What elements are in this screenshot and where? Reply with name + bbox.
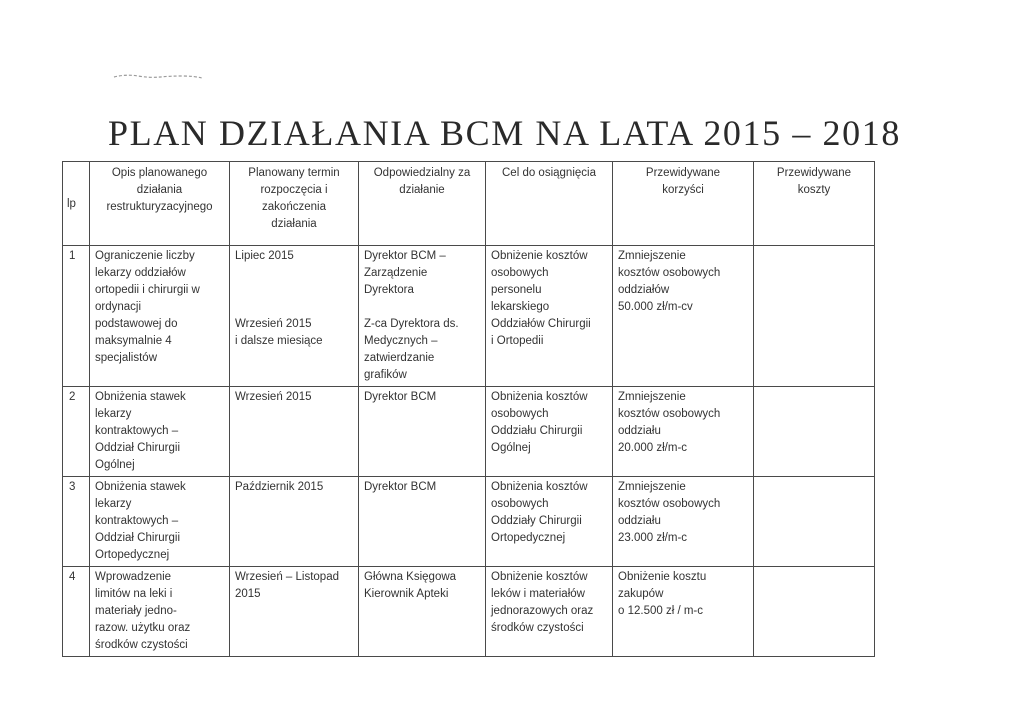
cell-line: Obniżenie kosztów xyxy=(491,571,588,583)
cell-line: materiały jedno- xyxy=(95,605,177,617)
header-opis-line: Opis planowanego xyxy=(111,167,208,179)
cell-odpowiedzialny xyxy=(359,246,486,387)
cell-line: ordynacji xyxy=(95,301,142,313)
cell-termin xyxy=(230,246,359,387)
cell-line: kontraktowych – xyxy=(95,515,179,527)
table-row xyxy=(63,567,875,657)
cell-lp: 2 xyxy=(63,387,90,477)
cell-line: osobowych xyxy=(491,267,549,279)
cell-line: środków czystości xyxy=(491,622,584,634)
cell-line: 23.000 zł/m-c xyxy=(618,532,688,544)
cell-line: personelu xyxy=(491,284,542,296)
header-cel xyxy=(486,162,613,246)
cell-line: Wrzesień 2015 xyxy=(235,391,312,403)
header-termin xyxy=(230,162,359,246)
cell-line: limitów na leki i xyxy=(95,588,173,600)
cell-line: lekarzy oddziałów xyxy=(95,267,186,279)
cell-opis xyxy=(90,246,230,387)
cell-line: kosztów osobowych xyxy=(618,267,721,279)
header-opis xyxy=(90,162,230,246)
cell-line: 20.000 zł/m-c xyxy=(618,442,688,454)
cell-line: Dyrektora xyxy=(364,284,414,296)
cell-line: osobowych xyxy=(491,408,549,420)
header-koszty xyxy=(754,162,875,246)
cell-line: i dalsze miesiące xyxy=(235,335,323,347)
document-title: PLAN DZIAŁANIA BCM NA LATA 2015 – 2018 xyxy=(108,113,901,153)
cell-line: oddziału xyxy=(618,515,661,527)
cell-termin xyxy=(230,387,359,477)
cell-line: Ogólnej xyxy=(95,459,135,471)
cell-line: Główna Księgowa xyxy=(364,571,457,583)
header-lp: lp xyxy=(63,162,90,246)
cell-line: leków i materiałów xyxy=(491,588,585,600)
header-termin-line: rozpoczęcia i xyxy=(260,184,328,196)
cell-opis xyxy=(90,387,230,477)
cell-line: Z-ca Dyrektora ds. xyxy=(364,318,459,330)
cell-line: 2015 xyxy=(235,588,261,600)
cell-koszty xyxy=(754,387,875,477)
cell-cel xyxy=(486,387,613,477)
cell-lp: 1 xyxy=(63,246,90,387)
cell-line: Wrzesień – Listopad xyxy=(235,571,339,583)
cell-line: Medycznych – xyxy=(364,335,438,347)
cell-line: Ogólnej xyxy=(491,442,531,454)
cell-line: Obniżenia stawek xyxy=(95,391,186,403)
header-opis-line: działania xyxy=(136,184,183,196)
cell-line: specjalistów xyxy=(95,352,157,364)
cell-line: Dyrektor BCM xyxy=(364,481,437,493)
header-koszty-line: koszty xyxy=(797,184,831,196)
cell-line: oddziału xyxy=(618,425,661,437)
cell-line: Oddziałów Chirurgii xyxy=(491,318,591,330)
cell-line: Ograniczenie liczby xyxy=(95,250,195,262)
cell-koszty xyxy=(754,477,875,567)
cell-line: Oddziały Chirurgii xyxy=(491,515,582,527)
cell-line: Zmniejszenie xyxy=(618,391,686,403)
cell-opis xyxy=(90,567,230,657)
table-row xyxy=(63,387,875,477)
header-cel-line: Cel do osiągnięcia xyxy=(502,167,596,179)
cell-line: o 12.500 zł / m-c xyxy=(618,605,704,617)
cell-line: zakupów xyxy=(618,588,664,600)
cell-lp: 3 xyxy=(63,477,90,567)
cell-odpowiedzialny xyxy=(359,477,486,567)
cell-line: Zmniejszenie xyxy=(618,250,686,262)
header-korzysci xyxy=(613,162,754,246)
cell-cel xyxy=(486,246,613,387)
table-row xyxy=(63,246,875,387)
cell-opis xyxy=(90,477,230,567)
header-termin-line: działania xyxy=(271,218,317,230)
cell-line: razow. użytku oraz xyxy=(95,622,191,634)
cell-cel xyxy=(486,567,613,657)
cell-line: Obniżenia kosztów xyxy=(491,391,588,403)
cell-line: Wprowadzenie xyxy=(95,571,172,583)
cell-line: Zarządzenie xyxy=(364,267,428,279)
cell-line: kosztów osobowych xyxy=(618,498,721,510)
cell-line: Dyrektor BCM – xyxy=(364,250,446,262)
cell-korzysci xyxy=(613,567,754,657)
header-opis-line: restrukturyzacyjnego xyxy=(106,201,213,213)
cell-line: zatwierdzanie xyxy=(364,352,435,364)
header-korzysci-line: Przewidywane xyxy=(645,167,721,179)
cell-odpowiedzialny xyxy=(359,567,486,657)
cell-line: Obniżenia stawek xyxy=(95,481,186,493)
cell-line: Kierownik Apteki xyxy=(364,588,449,600)
cell-termin xyxy=(230,567,359,657)
table-row xyxy=(63,477,875,567)
header-koszty-line: Przewidywane xyxy=(776,167,852,179)
cell-line: 50.000 zł/m-cv xyxy=(618,301,693,313)
cell-korzysci xyxy=(613,246,754,387)
cell-line: lekarzy xyxy=(95,498,132,510)
cell-line: Ortopedycznej xyxy=(491,532,566,544)
cell-line: Dyrektor BCM xyxy=(364,391,437,403)
cell-line: i Ortopedii xyxy=(491,335,544,347)
header-termin-line: Planowany termin xyxy=(248,167,340,179)
header-row xyxy=(63,162,875,246)
cell-korzysci xyxy=(613,387,754,477)
cell-line: jednorazowych oraz xyxy=(491,605,594,617)
cell-line: lekarzy xyxy=(95,408,132,420)
header-termin-line: zakończenia xyxy=(262,201,326,213)
plan-table xyxy=(62,161,875,657)
cell-line: lekarskiego xyxy=(491,301,550,313)
cell-line: osobowych xyxy=(491,498,549,510)
cell-line: Obniżenia kosztów xyxy=(491,481,588,493)
cell-korzysci xyxy=(613,477,754,567)
cell-line: podstawowej do xyxy=(95,318,178,330)
header-odpowiedzialny-line: Odpowiedzialny za xyxy=(373,167,471,179)
cell-line: oddziałów xyxy=(618,284,670,296)
cell-line: Obniżenie kosztu xyxy=(618,571,707,583)
cell-koszty xyxy=(754,567,875,657)
cell-koszty xyxy=(754,246,875,387)
scan-smudge xyxy=(112,72,204,82)
cell-line: ortopedii i chirurgii w xyxy=(95,284,200,296)
cell-line: kosztów osobowych xyxy=(618,408,721,420)
header-odpowiedzialny xyxy=(359,162,486,246)
cell-line: Ortopedycznej xyxy=(95,549,170,561)
cell-cel xyxy=(486,477,613,567)
cell-line: Oddziału Chirurgii xyxy=(491,425,583,437)
cell-line: Zmniejszenie xyxy=(618,481,686,493)
cell-termin xyxy=(230,477,359,567)
cell-lp: 4 xyxy=(63,567,90,657)
cell-line: Oddział Chirurgii xyxy=(95,442,181,454)
cell-line: Lipiec 2015 xyxy=(235,250,294,262)
cell-line: Wrzesień 2015 xyxy=(235,318,312,330)
header-odpowiedzialny-line: działanie xyxy=(399,184,445,196)
header-korzysci-line: korzyści xyxy=(662,184,704,196)
cell-line: grafików xyxy=(364,369,407,381)
cell-line: kontraktowych – xyxy=(95,425,179,437)
cell-line: Oddział Chirurgii xyxy=(95,532,181,544)
cell-line: Październik 2015 xyxy=(235,481,324,493)
cell-line: Obniżenie kosztów xyxy=(491,250,588,262)
cell-line: maksymalnie 4 xyxy=(95,335,172,347)
cell-line: środków czystości xyxy=(95,639,188,651)
cell-odpowiedzialny xyxy=(359,387,486,477)
